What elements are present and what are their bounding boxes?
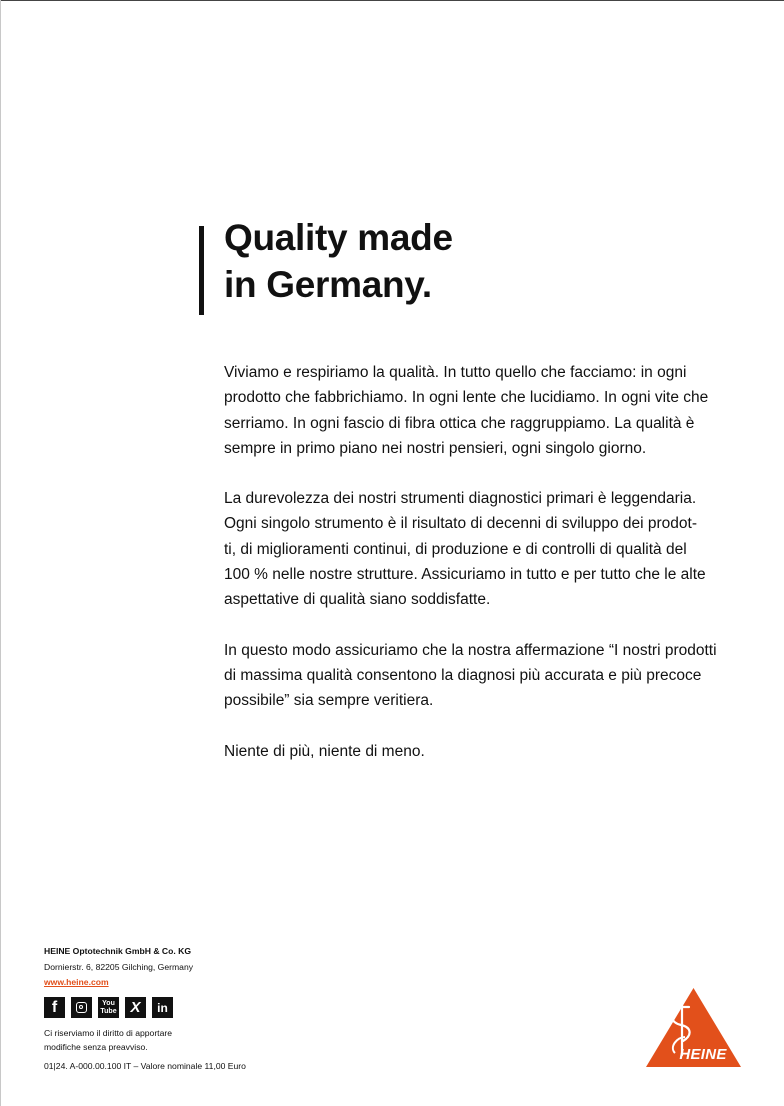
paragraph [224,360,754,461]
facebook-icon[interactable]: f [44,997,65,1018]
text-line: Viviamo e respiriamo la qualità. In tutto quello che facciamo: in ogni [224,364,687,381]
headline-accent-bar [199,226,204,315]
page-title [224,214,744,308]
text-line: possibile” sia sempre veritiera. [224,692,434,710]
text-line: di massima qualità consentono la diagnosi più accurata e più precoce [224,666,702,684]
text-line: prodotto che fabbrichiamo. In ogni lente che lucidiamo. In ogni vite che [224,389,709,407]
disclaimer [44,1026,244,1054]
paragraph [224,739,754,764]
page-title-line: Quality made [224,217,453,258]
text-line: Niente di più, niente di meno. [224,742,425,760]
text-line: aspettative di qualità siano soddisfatte. [224,591,491,609]
youtube-glyph-top: You [102,999,115,1007]
text-line: 100 % nelle nostre strutture. Assicuriamo in tutto e per tutto che le alte [224,566,706,584]
instagram-icon[interactable] [71,997,92,1018]
paragraph [224,638,754,714]
company-address: Dornierstr. 6, 82205 Gilching, Germany [44,962,194,972]
text-line: La durevolezza dei nostri strumenti diagnostici primari è leggendaria. [224,490,697,508]
page-left-border [0,0,1,1106]
text-line: ti, di miglioramenti continui, di produzione e di controlli di qualità del [224,540,687,558]
disclaimer-line: Ci riserviamo il diritto di apportare [44,1028,172,1038]
page-title-line: in Germany. [224,264,432,305]
company-name: HEINE Optotechnik GmbH & Co. KG [44,946,192,956]
website-link[interactable]: www.heine.com [44,977,109,987]
xing-icon[interactable]: X [125,997,146,1018]
paragraph [224,486,754,612]
heine-logo [645,987,742,1069]
text-line: Ogni singolo strumento è il risultato di decenni di sviluppo dei prodot- [224,515,698,533]
linkedin-icon[interactable]: in [152,997,173,1018]
body-copy [224,360,754,789]
text-line: sempre in primo piano nei nostri pensieri, ogni singolo giorno. [224,439,647,457]
instagram-glyph [76,1002,87,1013]
youtube-icon[interactable] [98,997,119,1018]
text-line: serriamo. In ogni fascio di fibra ottica che raggruppiamo. La qualità è [224,414,695,432]
youtube-glyph-bottom: Tube [100,1007,117,1015]
disclaimer-line: modifiche senza preavviso. [44,1042,148,1052]
text-line: In questo modo assicuriamo che la nostra affermazione “I nostri prodotti [224,641,717,659]
document-number: 01|24. A-000.00.100 IT – Valore nominale 11,00 Euro [44,1061,246,1071]
page-top-border [0,0,784,1]
logo-wordmark: HEINE [679,1046,727,1063]
social-links [44,997,173,1018]
